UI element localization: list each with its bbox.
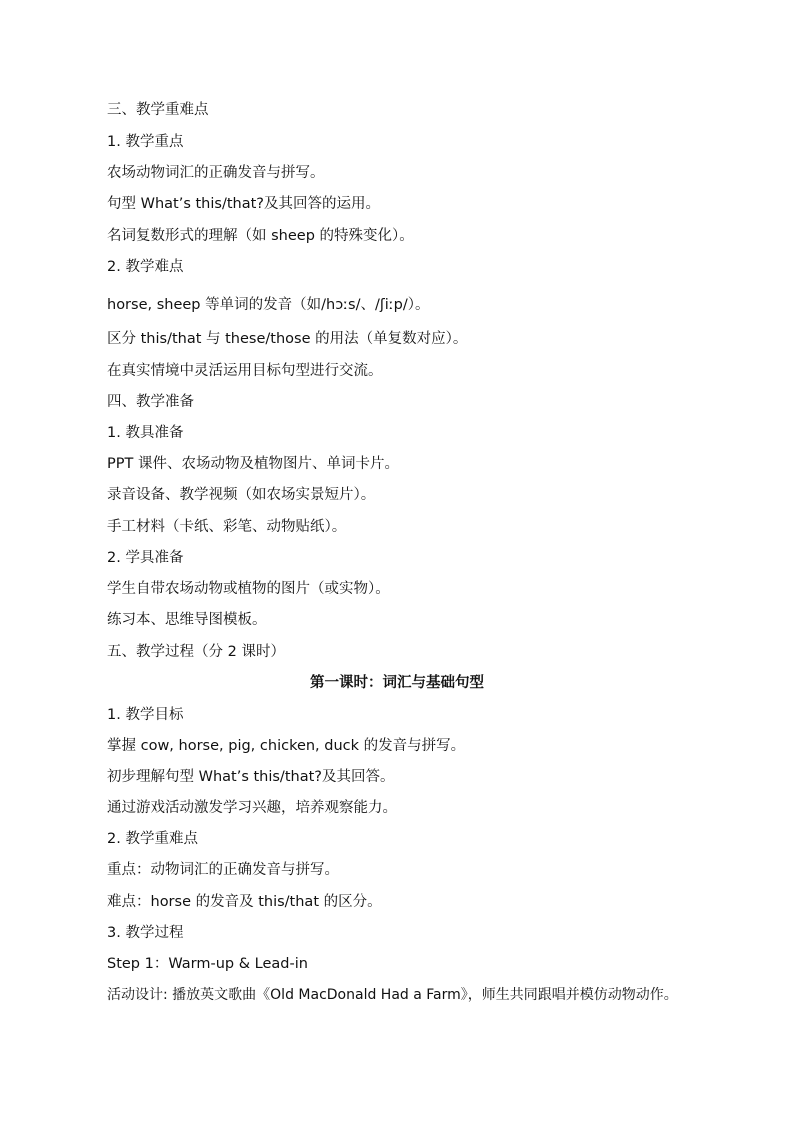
step-heading: Step 1：Warm-up & Lead-in xyxy=(107,956,308,972)
paragraph: 名词复数形式的理解（如 sheep 的特殊变化）。 xyxy=(107,228,414,244)
subheading: 2. 学具准备 xyxy=(107,550,184,566)
paragraph: 练习本、思维导图模板。 xyxy=(107,612,267,628)
paragraph: 在真实情境中灵活运用目标句型进行交流。 xyxy=(107,363,383,379)
paragraph: 录音设备、教学视频（如农场实景短片）。 xyxy=(107,487,376,503)
subheading: 1. 教学重点 xyxy=(107,134,184,150)
section-heading: 五、教学过程（分 2 课时） xyxy=(107,644,285,660)
subheading: 3. 教学过程 xyxy=(107,925,184,941)
paragraph: 通过游戏活动激发学习兴趣，培养观察能力。 xyxy=(107,800,397,816)
paragraph: PPT 课件、农场动物及植物图片、单词卡片。 xyxy=(107,456,399,472)
paragraph: 初步理解句型 What’s this/that?及其回答。 xyxy=(107,769,395,785)
paragraph: 难点：horse 的发音及 this/that 的区分。 xyxy=(107,894,382,910)
paragraph: 学生自带农场动物或植物的图片（或实物）。 xyxy=(107,581,390,597)
paragraph: horse, sheep 等单词的发音（如/hɔːs/、/ʃiːp/）。 xyxy=(107,297,430,313)
lesson-title: 第一课时：词汇与基础句型 xyxy=(310,675,484,691)
subheading: 2. 教学重难点 xyxy=(107,831,198,847)
section-heading: 四、教学准备 xyxy=(107,394,194,410)
paragraph: 重点：动物词汇的正确发音与拼写。 xyxy=(107,862,339,878)
subheading: 1. 教具准备 xyxy=(107,425,184,441)
paragraph: 掌握 cow, horse, pig, chicken, duck 的发音与拼写。 xyxy=(107,738,466,754)
paragraph: 农场动物词汇的正确发音与拼写。 xyxy=(107,165,325,181)
paragraph: 句型 What’s this/that?及其回答的运用。 xyxy=(107,196,380,212)
subheading: 1. 教学目标 xyxy=(107,707,184,723)
subheading: 2. 教学难点 xyxy=(107,259,184,275)
section-heading: 三、教学重难点 xyxy=(107,102,209,118)
paragraph: 活动设计: 播放英文歌曲《Old MacDonald Had a Farm》，师生共同跟唱并模仿动物动作。 xyxy=(107,987,678,1003)
paragraph: 区分 this/that 与 these/those 的用法（单复数对应）。 xyxy=(107,331,468,347)
paragraph: 手工材料（卡纸、彩笔、动物贴纸）。 xyxy=(107,519,347,535)
